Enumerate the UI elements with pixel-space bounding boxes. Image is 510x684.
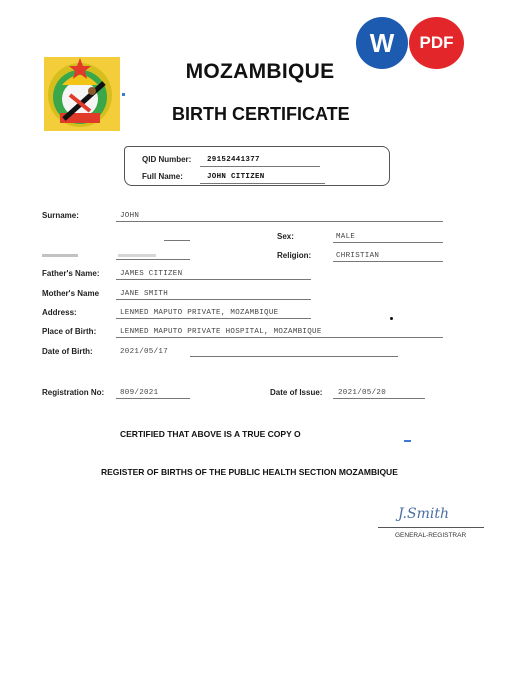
nationality-underline <box>116 259 190 260</box>
registration-no-value: 809/2021 <box>120 389 159 397</box>
full-name-value: JOHN CITIZEN <box>207 173 265 181</box>
ink-dot <box>390 317 393 320</box>
nationality-label-clipped <box>42 254 78 257</box>
blue-dash-mark <box>404 440 411 442</box>
small-underline <box>164 240 190 241</box>
date-of-birth-label: Date of Birth: <box>42 347 93 356</box>
date-of-issue-value: 2021/05/20 <box>338 389 387 397</box>
date-of-birth-underline <box>190 356 398 357</box>
date-of-issue-label: Date of Issue: <box>270 388 323 397</box>
surname-value: JOHN <box>120 212 140 220</box>
registrar-signature: J.Smith <box>398 506 449 522</box>
address-underline <box>116 318 311 319</box>
blue-dot-mark <box>122 93 125 96</box>
qid-underline <box>200 166 320 167</box>
religion-value: CHRISTIAN <box>336 252 380 260</box>
religion-underline <box>333 261 443 262</box>
sex-label: Sex: <box>277 232 294 241</box>
full-name-label: Full Name: <box>142 172 183 181</box>
address-label: Address: <box>42 308 77 317</box>
registration-no-label: Registration No: <box>42 388 105 397</box>
country-title: MOZAMBIQUE <box>185 60 335 83</box>
sex-underline <box>333 242 443 243</box>
surname-underline <box>116 221 443 222</box>
signature-line <box>378 527 484 528</box>
nationality-value-clipped <box>118 254 156 257</box>
mother-value: JANE SMITH <box>120 290 169 298</box>
father-label: Father's Name: <box>42 269 100 278</box>
address-value: LENMED MAPUTO PRIVATE, MOZAMBIQUE <box>120 309 279 317</box>
surname-label: Surname: <box>42 211 79 220</box>
mother-underline <box>116 299 311 300</box>
place-of-birth-underline <box>116 337 443 338</box>
certified-statement: CERTIFIED THAT ABOVE IS A TRUE COPY O <box>120 429 301 439</box>
pdf-download-icon[interactable]: PDF <box>409 17 464 69</box>
religion-label: Religion: <box>277 251 312 260</box>
mother-label: Mother's Name <box>42 289 100 298</box>
registrar-title: GENERAL-REGISTRAR <box>395 532 467 539</box>
father-value: JAMES CITIZEN <box>120 270 183 278</box>
full-name-underline <box>200 183 325 184</box>
document-title: BIRTH CERTIFICATE <box>172 104 350 124</box>
place-of-birth-value: LENMED MAPUTO PRIVATE HOSPITAL, MOZAMBIQUE <box>120 328 322 336</box>
date-of-issue-underline <box>333 398 425 399</box>
word-download-icon[interactable]: W <box>356 17 408 69</box>
register-statement: REGISTER OF BIRTHS OF THE PUBLIC HEALTH SECTION MOZAMBIQUE <box>101 467 398 477</box>
registration-no-underline <box>116 398 190 399</box>
date-of-birth-value: 2021/05/17 <box>120 348 169 356</box>
place-of-birth-label: Place of Birth: <box>42 327 97 336</box>
father-underline <box>116 279 311 280</box>
qid-label: QID Number: <box>142 155 192 164</box>
sex-value: MALE <box>336 233 356 241</box>
qid-value: 29152441377 <box>207 156 260 164</box>
